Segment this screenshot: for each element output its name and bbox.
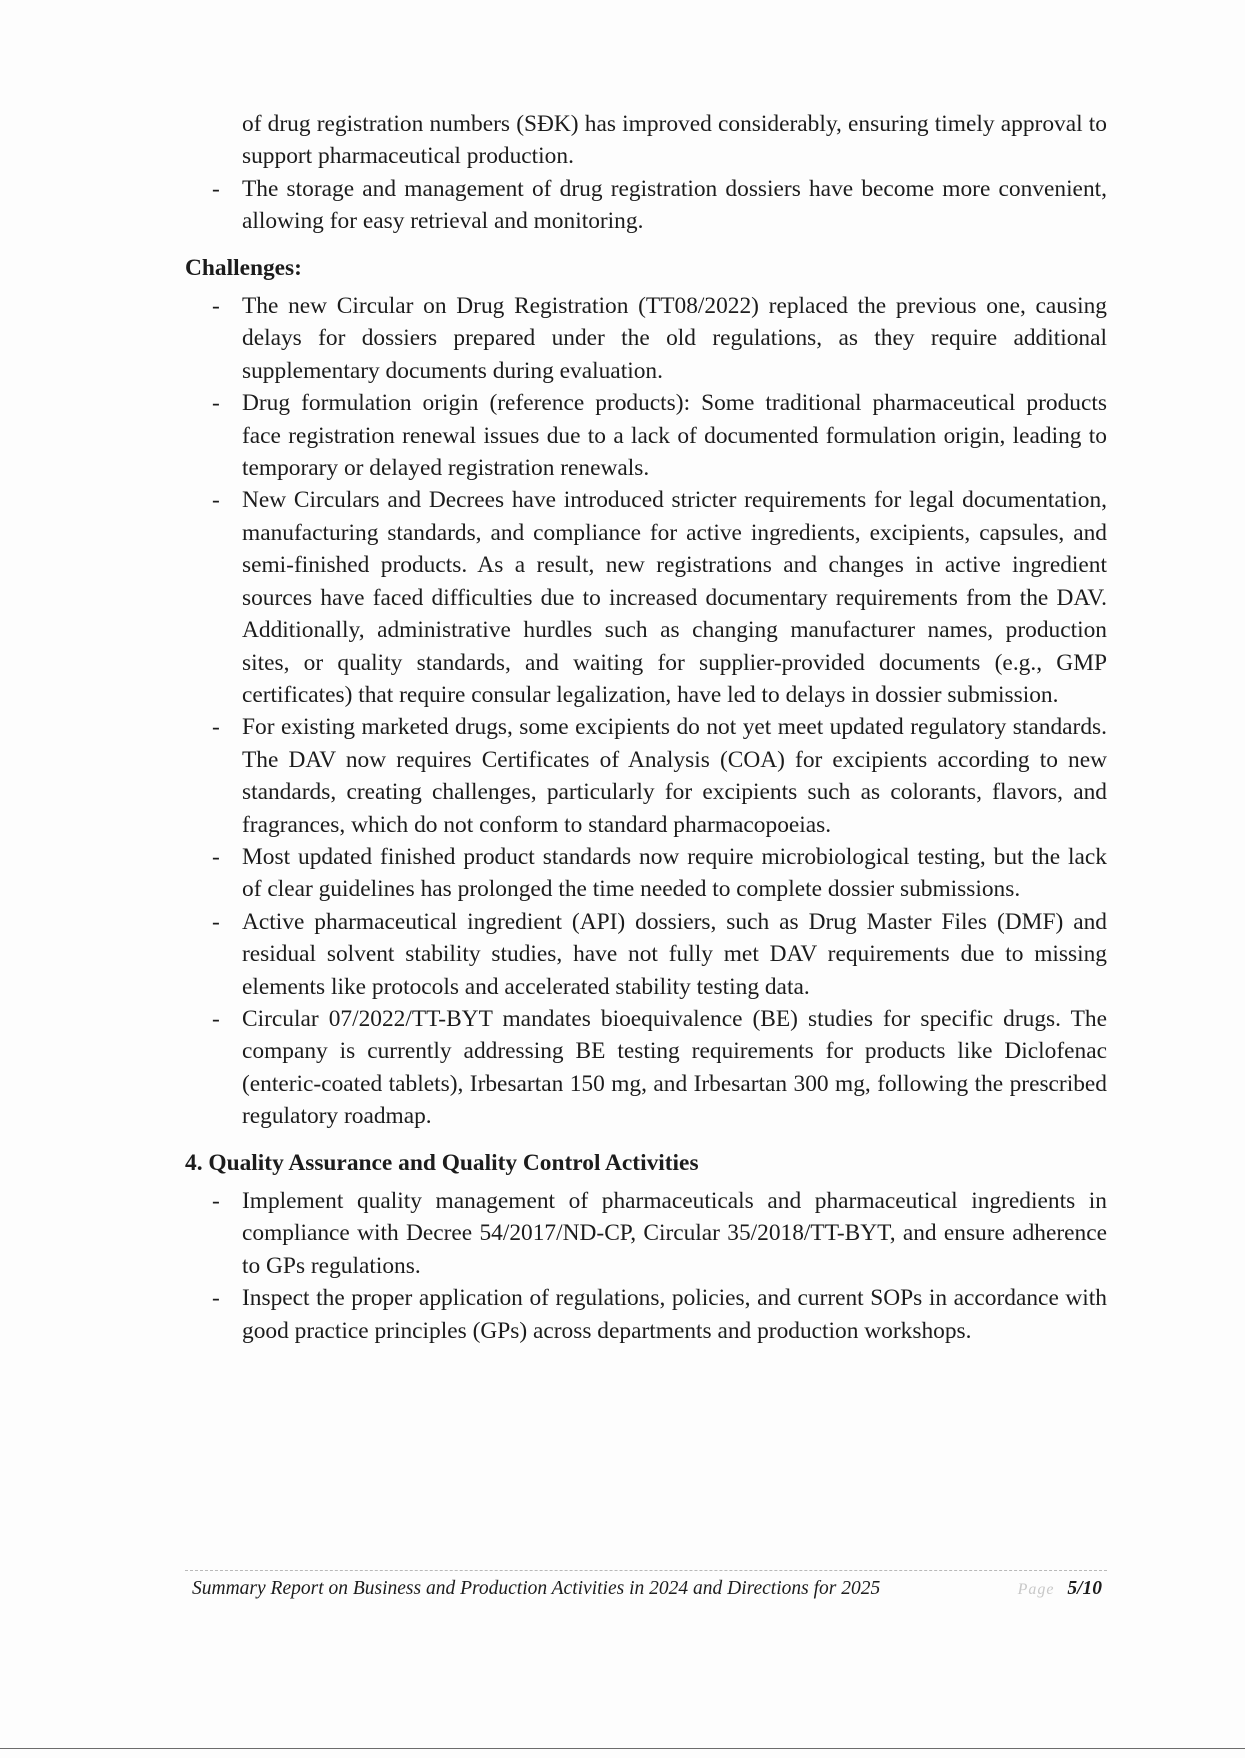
- page-footer: [192, 1576, 1102, 1603]
- dash-bullet: -: [212, 908, 220, 935]
- list-item-text: Active pharmaceutical ingredient (API) dossiers, such as Drug Master Files (DMF) and residual solvent stability studies, have not fully met DAV requirements due to missing elements like protocols and accelerated stability testing data.: [242, 908, 1107, 1000]
- list-item-text: New Circulars and Decrees have introduced stricter requirements for legal documentation, manufacturing standards, and compliance for active ingredients, excipients, capsules, and semi-finished products. As a result, new registrations and changes in active ingredient sources have faced difficulties due to increased documentary requirements from the DAV. Additionally, administrative hurdles such as changing manufacturer names, production sites, or quality standards, and waiting for supplier-provided documents (e.g., GMP certificates) that require consular legalization, have led to delays in dossier submission.: [242, 487, 1107, 708]
- list-item: [185, 1185, 1107, 1282]
- footer-title: Summary Report on Business and Production Activities in 2024 and Directions for 2025: [192, 1578, 881, 1599]
- list-item: [185, 841, 1107, 906]
- dash-bullet: -: [212, 714, 220, 741]
- intro-list: [185, 173, 1107, 238]
- list-item: [185, 906, 1107, 1003]
- challenges-list: [185, 290, 1107, 1133]
- footer-page-indicator: [1018, 1576, 1102, 1603]
- list-item-text: For existing marketed drugs, some excipients do not yet meet updated regulatory standards. The DAV now requires Certificates of Analysis (COA) for excipients according to new standards, creating challenges, particularly for excipients such as colorants, flavors, and fragrances, which do not conform to standard pharmacopoeias.: [242, 714, 1107, 838]
- section-4-heading: 4. Quality Assurance and Quality Control Activities: [185, 1149, 699, 1176]
- bottom-edge-line: [0, 1748, 1245, 1749]
- list-item-text: Implement quality management of pharmaceuticals and pharmaceutical ingredients in compliance with Decree 54/2017/ND-CP, Circular 35/2018/TT-BYT, and ensure adherence to GPs regulations.: [242, 1188, 1107, 1279]
- dash-bullet: -: [212, 1188, 220, 1214]
- list-item-text: Most updated finished product standards now require microbiological testing, but the lack of clear guidelines has prolonged the time needed to complete dossier submissions.: [242, 843, 1107, 903]
- page-body: [185, 108, 1107, 1347]
- dash-bullet: -: [212, 487, 220, 514]
- page-label: Page: [1017, 1581, 1055, 1598]
- list-item-text: The new Circular on Drug Registration (TT08/2022) replaced the previous one, causing delays for dossiers prepared under the old regulations, as they require additional supplementary documents during evaluation.: [242, 293, 1107, 384]
- page-number: 5/10: [1067, 1578, 1102, 1599]
- list-item-text: Circular 07/2022/TT-BYT mandates bioequivalence (BE) studies for specific drugs. The company is currently addressing BE testing requirements for products like Diclofenac (enteric-coated tablets), Irbesartan 150 mg, and Irbesartan 300 mg, following the prescribed regulatory roadmap.: [242, 1005, 1107, 1130]
- dash-bullet: -: [212, 293, 220, 320]
- list-item-text: The storage and management of drug registration dossiers have become more convenient, allowing for easy retrieval and monitoring.: [242, 175, 1107, 235]
- dash-bullet: -: [212, 390, 220, 417]
- section-4-list: [185, 1185, 1107, 1347]
- list-item: [185, 1003, 1107, 1133]
- challenges-heading: Challenges:: [185, 254, 302, 281]
- dash-bullet: -: [212, 1285, 220, 1312]
- list-item: [185, 387, 1107, 484]
- list-item-text: Inspect the proper application of regulations, policies, and current SOPs in accordance with good practice principles (GPs) across departments and production workshops.: [242, 1285, 1107, 1344]
- list-item-text: Drug formulation origin (reference products): Some traditional pharmaceutical products face registration renewal issues due to a lack of documented formulation origin, leading to temporary or delayed registration renewals.: [242, 390, 1107, 482]
- list-item: [185, 484, 1107, 711]
- footer-divider: [185, 1570, 1107, 1571]
- dash-bullet: -: [212, 1005, 220, 1032]
- list-item: [185, 711, 1107, 841]
- list-item: [185, 290, 1107, 387]
- dash-bullet: -: [212, 175, 220, 202]
- list-item: [185, 173, 1107, 238]
- dash-bullet: -: [212, 843, 220, 870]
- intro-continuation-paragraph: of drug registration numbers (SĐK) has improved considerably, ensuring timely approval to support pharmaceutical production.: [242, 111, 1107, 170]
- list-item: [185, 1282, 1107, 1347]
